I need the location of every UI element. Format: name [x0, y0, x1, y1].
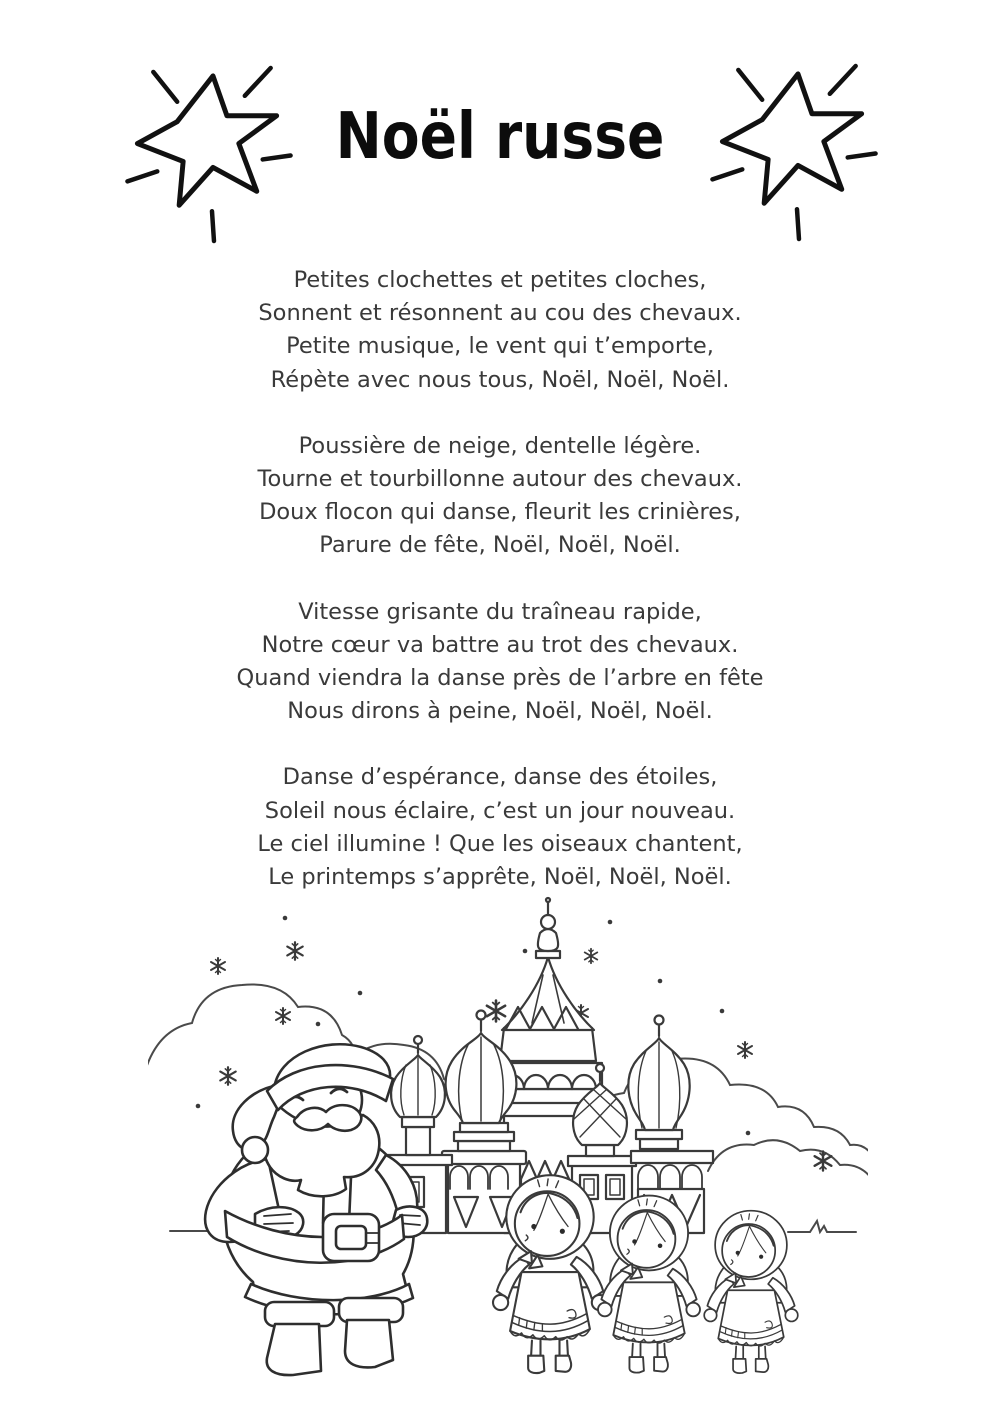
poem-line: Doux flocon qui danse, fleurit les crinières,: [259, 499, 741, 526]
poem-line: Vitesse grisante du traîneau rapide,: [298, 598, 702, 625]
children-holding-hands: [493, 1175, 798, 1373]
child-girl: [704, 1211, 798, 1373]
poem-line: Petite musique, le vent qui t’emporte,: [286, 333, 714, 360]
poem-line: Le ciel illumine ! Que les oiseaux chantent,: [257, 830, 743, 857]
santa-pompom: [242, 1137, 268, 1163]
poem-line: Quand viendra la danse près de l’arbre en fête: [236, 665, 764, 692]
poem-line: Tourne et tourbillonne autour des chevaux.: [257, 466, 743, 493]
poem-line: Soleil nous éclaire, c’est un jour nouveau.: [264, 797, 736, 824]
poem-line: Parure de fête, Noël, Noël, Noël.: [319, 532, 681, 559]
page-title: Noël russe: [335, 98, 665, 174]
poem-line: Le printemps s’apprête, Noël, Noël, Noël.: [268, 864, 732, 891]
poem-line: Sonnent et résonnent au cou des chevaux.: [258, 300, 742, 327]
poem-line: Danse d’espérance, danse des étoiles,: [282, 764, 718, 791]
stanza-2: [0, 430, 1000, 563]
poem-line: Petites clochettes et petites cloches,: [293, 267, 707, 293]
stanza-1: [0, 264, 1000, 397]
poem: [0, 264, 1000, 927]
stanza-4: [0, 761, 1000, 894]
poem-line: Répète avec nous tous, Noël, Noël, Noël.: [270, 366, 730, 393]
sparkle-star-icon: [704, 60, 886, 244]
child-girl: [598, 1196, 700, 1373]
poem-line: Nous dirons à peine, Noël, Noël, Noël.: [287, 698, 713, 725]
child-girl: [493, 1175, 607, 1373]
coloring-illustration: [148, 893, 868, 1414]
santa-boot: [267, 1324, 321, 1375]
poem-line: Notre cœur va battre au trot des chevaux.: [261, 631, 739, 658]
santa-boot: [345, 1320, 393, 1367]
stanza-3: [0, 596, 1000, 729]
poem-line: Poussière de neige, dentelle légère.: [298, 432, 702, 459]
